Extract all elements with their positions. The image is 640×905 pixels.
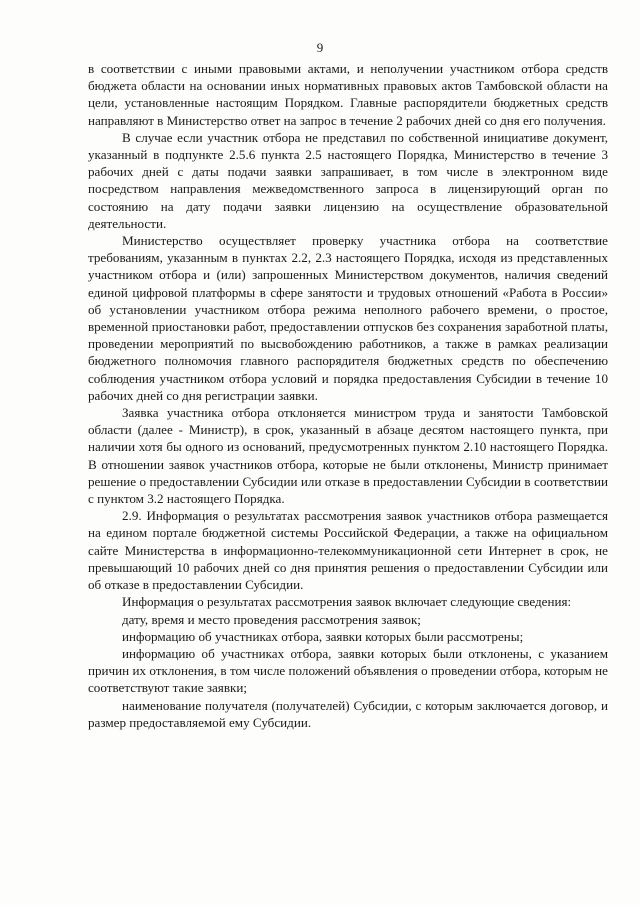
page-number: 9 bbox=[316, 40, 324, 55]
list-item-reviewed-participants: информацию об участниках отбора, заявки которых были рассмотрены; bbox=[122, 628, 524, 644]
paragraph-continuation: в соответствии с иными правовыми актами, и неполучении участником отбора средств бюджета области на основании иных нормативных правовых актов Тамбовской области на цели, установленные настоящим Порядком. Главные распорядители бюджетных средств направляют в Министерство ответ на запрос в течение 2 рабочих дней со дня его получения. bbox=[88, 61, 608, 128]
paragraph-license-request: В случае если участник отбора не представил по собственной инициативе документ, указанный в подпункте 2.5.6 пункта 2.5 настоящего Порядка, Министерство в течение 3 рабочих дней с даты подачи заявки запрашивает, в том числе в электронном виде посредством направления межведомственного запроса в лицензирующий орган по состоянию на дату подачи заявки лицензию на осуществление образовательной деятельности. bbox=[88, 129, 608, 231]
list-item-recipient-name: наименование получателя (получателей) Субсидии, с которым заключается договор, и размер предоставляемой ему Субсидии. bbox=[88, 697, 608, 730]
paragraph-2-9-results-publication: 2.9. Информация о результатах рассмотрения заявок участников отбора размещается на едином портале бюджетной системы Российской Федерации, а также на официальном сайте Министерства в информационно-телекоммуникационной сети Интернет в срок, не превышающий 10 рабочих дней со дня принятия решения о предоставлении Субсидии или об отказе в предоставлении Субсидии. bbox=[88, 508, 608, 593]
list-item-rejected-participants: информацию об участниках отбора, заявки которых были отклонены, с указанием причин их отклонения, в том числе положений объявления о проведении отбора, которым не соответствуют такие заявки; bbox=[88, 645, 608, 696]
paragraph-ministry-check: Министерство осуществляет проверку участника отбора на соответствие требованиям, указанным в пунктах 2.2, 2.3 настоящего Порядка, исходя из представленных участником отбора и (или) запрошенных Министерством документов, наличия сведений единой цифровой платформы в сфере занятости и трудовых отношений «Работа в России» об установлении участником отбора режима неполного рабочего времени, о простое, временной приостановки работ, предоставлении отпусков без сохранения заработной платы, проведении мероприятий по высвобождению работников, а также в рамках реализации бюджетного полномочия главного распорядителя бюджетных средств по обеспечению соблюдения участником отбора условий и порядка предоставления Субсидии в течение 10 рабочих дней со дня регистрации заявки. bbox=[88, 233, 608, 403]
paragraph-application-rejection: Заявка участника отбора отклоняется министром труда и занятости Тамбовской области (далее - Министр), в срок, указанный в абзаце десятом настоящего пункта, при наличии хотя бы одного из оснований, предусмотренных пунктом 2.10 настоящего Порядка. В отношении заявок участников отбора, которые не были отклонены, Министр принимает решение о предоставлении Субсидии или отказе в предоставлении Субсидии в соответствии с пунктом 3.2 настоящего Порядка. bbox=[88, 405, 608, 507]
paragraph-results-contents: Информация о результатах рассмотрения заявок включает следующие сведения: bbox=[122, 594, 572, 610]
list-item-date-time-place: дату, время и место проведения рассмотрения заявок; bbox=[122, 611, 421, 627]
document-body bbox=[88, 60, 608, 731]
